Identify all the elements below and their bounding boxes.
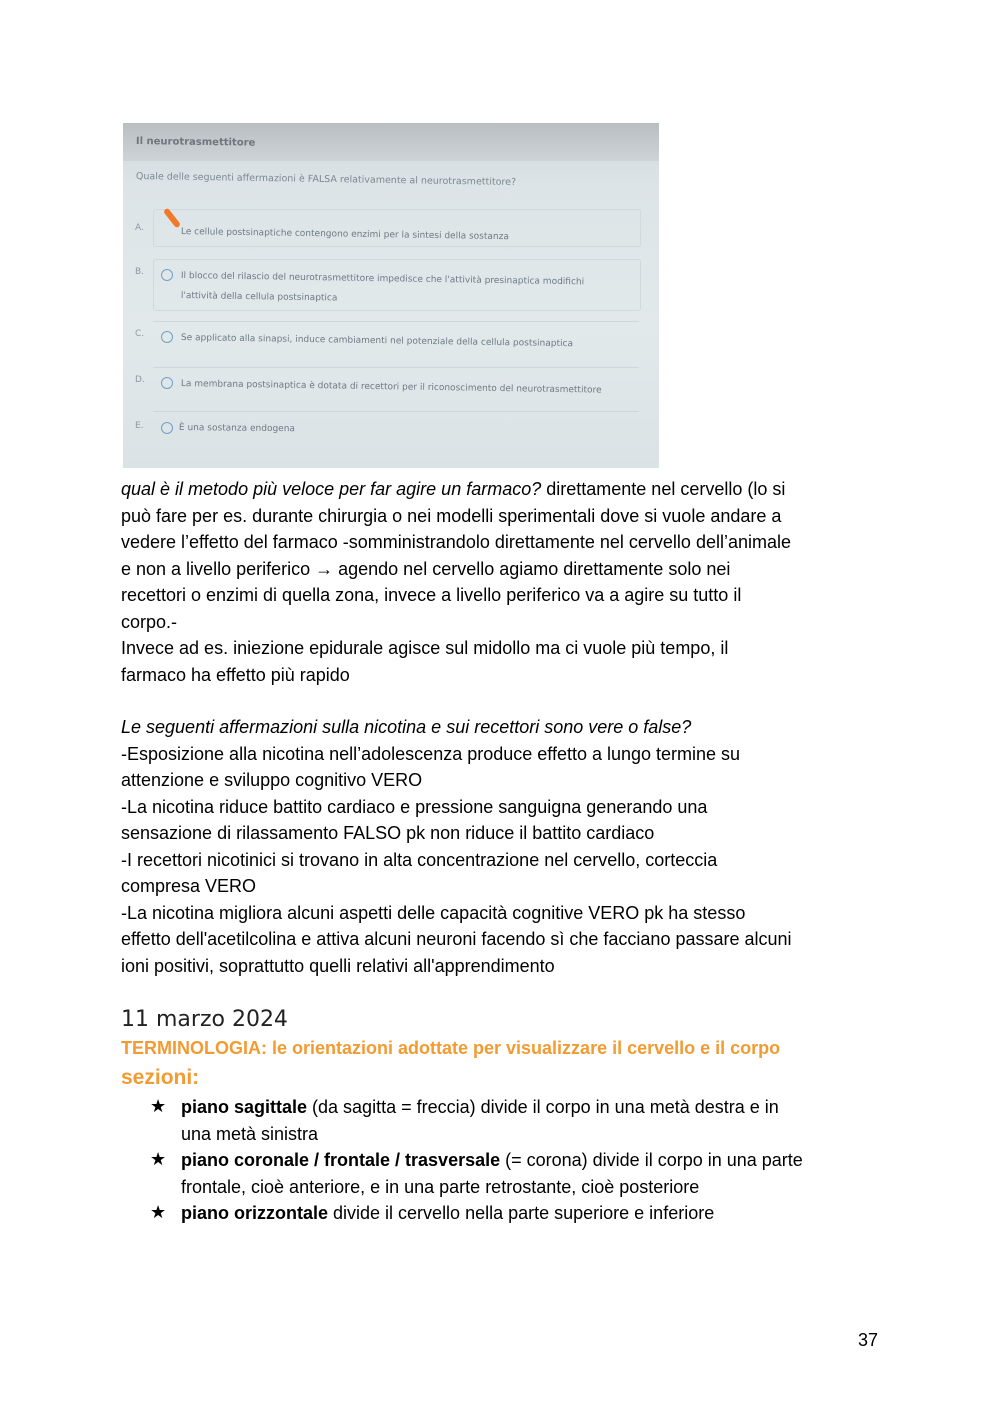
- paragraph-nicotine: [121, 714, 891, 979]
- photo-separator: [153, 367, 639, 368]
- term-description: divide il cervello nella parte superiore e inferiore: [328, 1203, 715, 1223]
- list-item: [150, 1147, 910, 1200]
- text-line: recettori o enzimi di quella zona, invece a livello periferico va a agire su tutto il: [121, 585, 742, 605]
- photo-option-text: Le cellule postsinaptiche contengono enzimi per la sintesi della sostanza: [180, 227, 509, 243]
- text-line: e non a livello periferico → agendo nel cervello agiamo direttamente solo nei: [121, 558, 731, 579]
- term-bold: piano orizzontale: [181, 1203, 329, 1223]
- photo-option-letter: D.: [135, 375, 145, 385]
- photo-option-text: Il blocco del rilascio del neurotrasmettitore impedisce che l'attività presinaptica modifichi: [180, 271, 585, 288]
- text-line: -Esposizione alla nicotina nell’adolescenza produce effetto a lungo termine su: [121, 743, 741, 764]
- radio-icon: [161, 331, 173, 343]
- photo-quiz-title: Il neurotrasmettitore: [135, 136, 256, 149]
- term-description: frontale, cioè anteriore, e in una parte retrostante, cioè posteriore: [181, 1176, 700, 1197]
- answer-text: direttamente nel cervello (lo si: [541, 479, 786, 499]
- star-icon: ★: [150, 1149, 167, 1170]
- text-line: compresa VERO: [121, 876, 257, 896]
- photo-option-text: Se applicato alla sinapsi, induce cambiamenti nel potenziale della cellula postsinaptica: [180, 333, 574, 350]
- text-line: Invece ad es. iniezione epidurale agisce sul midollo ma ci vuole più tempo, il: [121, 638, 729, 658]
- text-line: -La nicotina migliora alcuni aspetti delle capacità cognitive VERO pk ha stesso: [121, 902, 746, 923]
- planes-list: [150, 1094, 910, 1227]
- list-item: [150, 1094, 910, 1147]
- list-item: [150, 1200, 910, 1227]
- photo-option-text: È una sostanza endogena: [178, 423, 295, 435]
- term-description: (= corona) divide il corpo in una parte: [500, 1150, 803, 1170]
- text-line: -La nicotina riduce battito cardiaco e pressione sanguigna generando una: [121, 796, 708, 817]
- term-bold: piano coronale / frontale / trasversale: [181, 1150, 501, 1170]
- text-line: ioni positivi, soprattutto quelli relativi all'apprendimento: [121, 955, 555, 976]
- text-line: -I recettori nicotinici si trovano in alta concentrazione nel cervello, corteccia: [121, 849, 718, 870]
- sections-heading: sezioni:: [121, 1066, 200, 1089]
- text-line: [121, 476, 891, 503]
- text-line: effetto dell'acetilcolina e attiva alcuni neuroni facendo sì che facciano passare alcuni: [121, 929, 792, 949]
- star-icon: ★: [150, 1202, 167, 1223]
- question-italic: Le seguenti affermazioni sulla nicotina e sui recettori sono vere o false?: [121, 717, 692, 737]
- photo-option-letter: A.: [135, 223, 144, 233]
- photo-separator: [153, 411, 639, 412]
- term-description: una metà sinistra: [181, 1123, 319, 1144]
- quiz-photo: [123, 123, 659, 468]
- text-line: può fare per es. durante chirurgia o nei modelli sperimentali dove si vuole andare a: [121, 505, 782, 526]
- page-number: 37: [857, 1330, 878, 1350]
- section-date: 11 marzo 2024: [121, 1007, 288, 1032]
- photo-option-text: La membrana postsinaptica è dotata di recettori per il riconoscimento del neurotrasmettitore: [180, 379, 602, 396]
- text-line: corpo.-: [121, 611, 178, 632]
- photo-option-text: l'attività della cellula postsinaptica: [180, 291, 338, 304]
- star-icon: ★: [150, 1096, 167, 1117]
- photo-option-letter: C.: [135, 329, 145, 339]
- radio-icon: [161, 377, 173, 389]
- photo-option-letter: B.: [135, 267, 145, 277]
- term-description: (da sagitta = freccia) divide il corpo in una metà destra e in: [307, 1097, 779, 1117]
- text-line: farmaco ha effetto più rapido: [121, 664, 350, 685]
- text-line: attenzione e sviluppo cognitivo VERO: [121, 770, 423, 790]
- radio-icon: [161, 269, 173, 281]
- photo-separator: [153, 321, 639, 322]
- text-line: vedere l’effetto del farmaco -somministrandolo direttamente nel cervello dell’animale: [121, 532, 791, 552]
- photo-option-letter: E.: [135, 421, 144, 431]
- question-italic: qual è il metodo più veloce per far agire un farmaco?: [121, 479, 542, 499]
- paragraph-drug-delivery: [121, 476, 891, 688]
- text-line: sensazione di rilassamento FALSO pk non riduce il battito cardiaco: [121, 823, 655, 843]
- radio-icon: [161, 422, 173, 434]
- photo-quiz-question: Quale delle seguenti affermazioni è FALSA relativamente al neurotrasmettitore?: [135, 171, 517, 188]
- term-bold: piano sagittale: [181, 1097, 308, 1117]
- terminology-heading: TERMINOLOGIA: le orientazioni adottate per visualizzare il cervello e il corpo: [121, 1038, 781, 1058]
